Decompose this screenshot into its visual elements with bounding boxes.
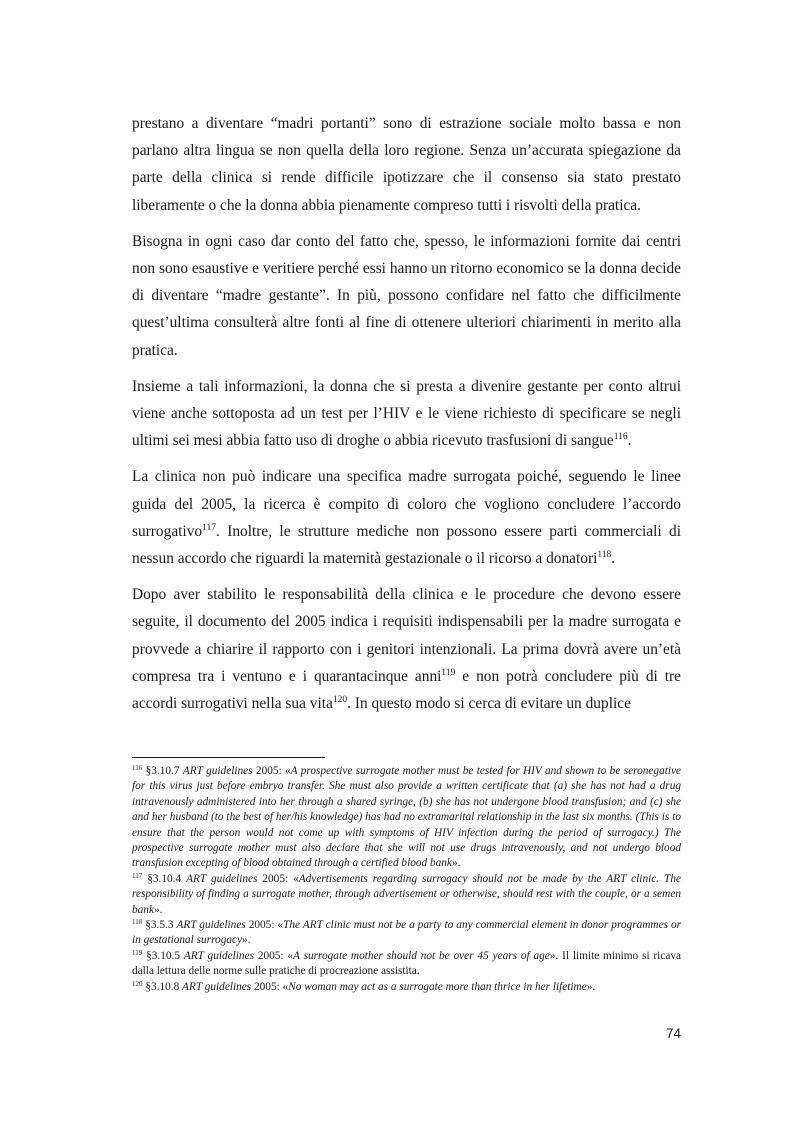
footnote-118 [132,918,681,949]
footnote-section: §3.10.4 [142,872,187,885]
footnote-close: ». [549,949,563,962]
paragraph-text: Dopo aver stabilito le responsabilità della clinica e le procedure che devono essere seguite, il documento del 2005 indica i requisiti indispensabili per la madre surrogata e provvede a chiarire il rapporto con i genitori intenzionali. La prima dovrà avere un’età compresa tra i ventuno e i quarantacinque anni [132,586,681,685]
footnote-ref-117: 117 [202,522,217,533]
paragraph-text: e non potrà concludere più di tre accordi surrogativi nella sua vita [132,667,681,713]
paragraph-text: . [627,432,632,450]
footnote-year: 2005: « [245,919,284,932]
footnote-quote: A prospective surrogate mother must be tested for HIV and shown to be seronegative for this virus just before embryo transfer. She must also provide a written certificate that (a) she has not had a drug intravenously administered into her through a shared syringe, (b) she has not undergone blood transfusion; and (c) she and her husband (to the best of her/his knowledge) has had no extramarital relationship in the last six months. (This is to ensure that the person would not come up with symptoms of HIV infection during the period of surrogacy.) The prospective surrogate mother must also declare that she will not use drugs intravenously, and not undergo blood transfusion excepting of blood obtained through a certified blood bank [132,765,682,870]
footnote-close: ». [586,980,596,993]
paragraph [132,110,681,219]
footnote-close: ». [242,934,251,947]
footnote-close: ». [451,857,461,870]
footnote-year: 2005: « [257,872,299,885]
footnote-quote: Advertisements regarding surrogacy should not be made by the ART clinic. The responsibility of finding a surrogate mother, through advertisement or otherwise, should rest with the couple, or a semen bank [132,872,681,916]
footnote-extra: Il limite minimo si ricava dalla lettura delle norme sulle pratiche di procreazione assistita. [132,949,682,978]
footnote-divider [132,757,325,758]
footnote-quote: A surrogate mother should not be over 45 years of age [293,949,550,962]
paragraph-text: prestano a diventare “madri portanti” sono di estrazione sociale molto bassa e non parlano altra lingua se non quella della loro regione. Senza un’accurata spiegazione da parte della clinica si rende difficile ipotizzare che il consenso sia stato prestato liberamente o che la donna abbia pienamente compreso tutti i risvolti della pratica. [132,115,681,214]
footnote-source: ART guidelines [176,919,246,932]
footnote-117 [132,872,681,918]
paragraph [132,463,681,572]
body-text [132,110,681,726]
paragraph-text: La clinica non può indicare una specifica madre surrogata poiché, seguendo le linee guida del 2005, la ricerca è compito di coloro che vogliono concludere l’accordo surrogativo [132,468,681,540]
paragraph-text: . [611,550,616,568]
page-number: 74 [665,1026,681,1041]
footnote-year: 2005: « [252,765,291,777]
footnote-source: ART guidelines [186,872,258,885]
paragraph-text: Insieme a tali informazioni, la donna che si presta a divenire gestante per conto altrui viene anche sottoposta ad un test per l’HIV e le viene richiesto di specificare se negli ultimi sei mesi abbia fatto uso di droghe o abbia ricevuto trasfusioni di sangue [132,377,681,450]
footnote-year: 2005: « [251,980,289,993]
footnote-year: 2005: « [253,949,294,962]
footnote-section: §3.10.8 [142,980,183,993]
footnote-ref-118: 118 [597,550,612,561]
footnote-quote: The ART clinic must not be a party to any commercial element in donor programmes or in gestational surrogacy [132,919,682,947]
paragraph-text: Bisogna in ogni caso dar conto del fatto che, spesso, le informazioni fornite dai centri non sono esaustive e veritiere perché essi hanno un ritorno economico se la donna decide di diventare “madre gestante”. In più, possono confidare nel fatto che difficilmente quest’ultima consulterà altre fonti al fine di ottenere ulteriori chiarimenti in merito alla pratica. [132,232,681,359]
footnote-number: 118 [132,918,143,927]
paragraph [132,228,681,364]
footnote-ref-119: 119 [441,667,456,678]
paragraph [132,373,681,455]
footnote-116 [132,764,681,872]
footnote-120 [132,980,681,995]
footnote-119 [132,949,681,980]
footnote-section: §3.10.7 [142,765,183,777]
footnote-close: ». [153,903,163,916]
footnote-number: 119 [132,948,143,957]
footnote-source: ART guidelines [182,980,252,993]
footnote-section: §3.10.5 [142,949,184,962]
footnote-source: ART guidelines [183,949,254,962]
footnotes [132,764,681,995]
footnote-source: ART guidelines [182,765,253,777]
paragraph-text: . Inoltre, le strutture mediche non possono essere parti commerciali di nessun accordo che riguardi la maternità gestazionale o il ricorso a donatori [132,522,681,568]
footnote-quote: No woman may act as a surrogate more than thrice in her lifetime [288,980,587,993]
footnote-ref-120: 120 [332,695,348,706]
paragraph-text: . In questo modo si cerca di evitare un duplice [347,695,631,713]
footnote-ref-116: 116 [613,432,628,443]
paragraph [132,581,681,717]
footnote-number: 120 [132,979,143,988]
footnote-number: 117 [132,871,143,880]
footnote-number: 116 [132,764,143,772]
footnote-section: §3.5.3 [142,919,177,932]
